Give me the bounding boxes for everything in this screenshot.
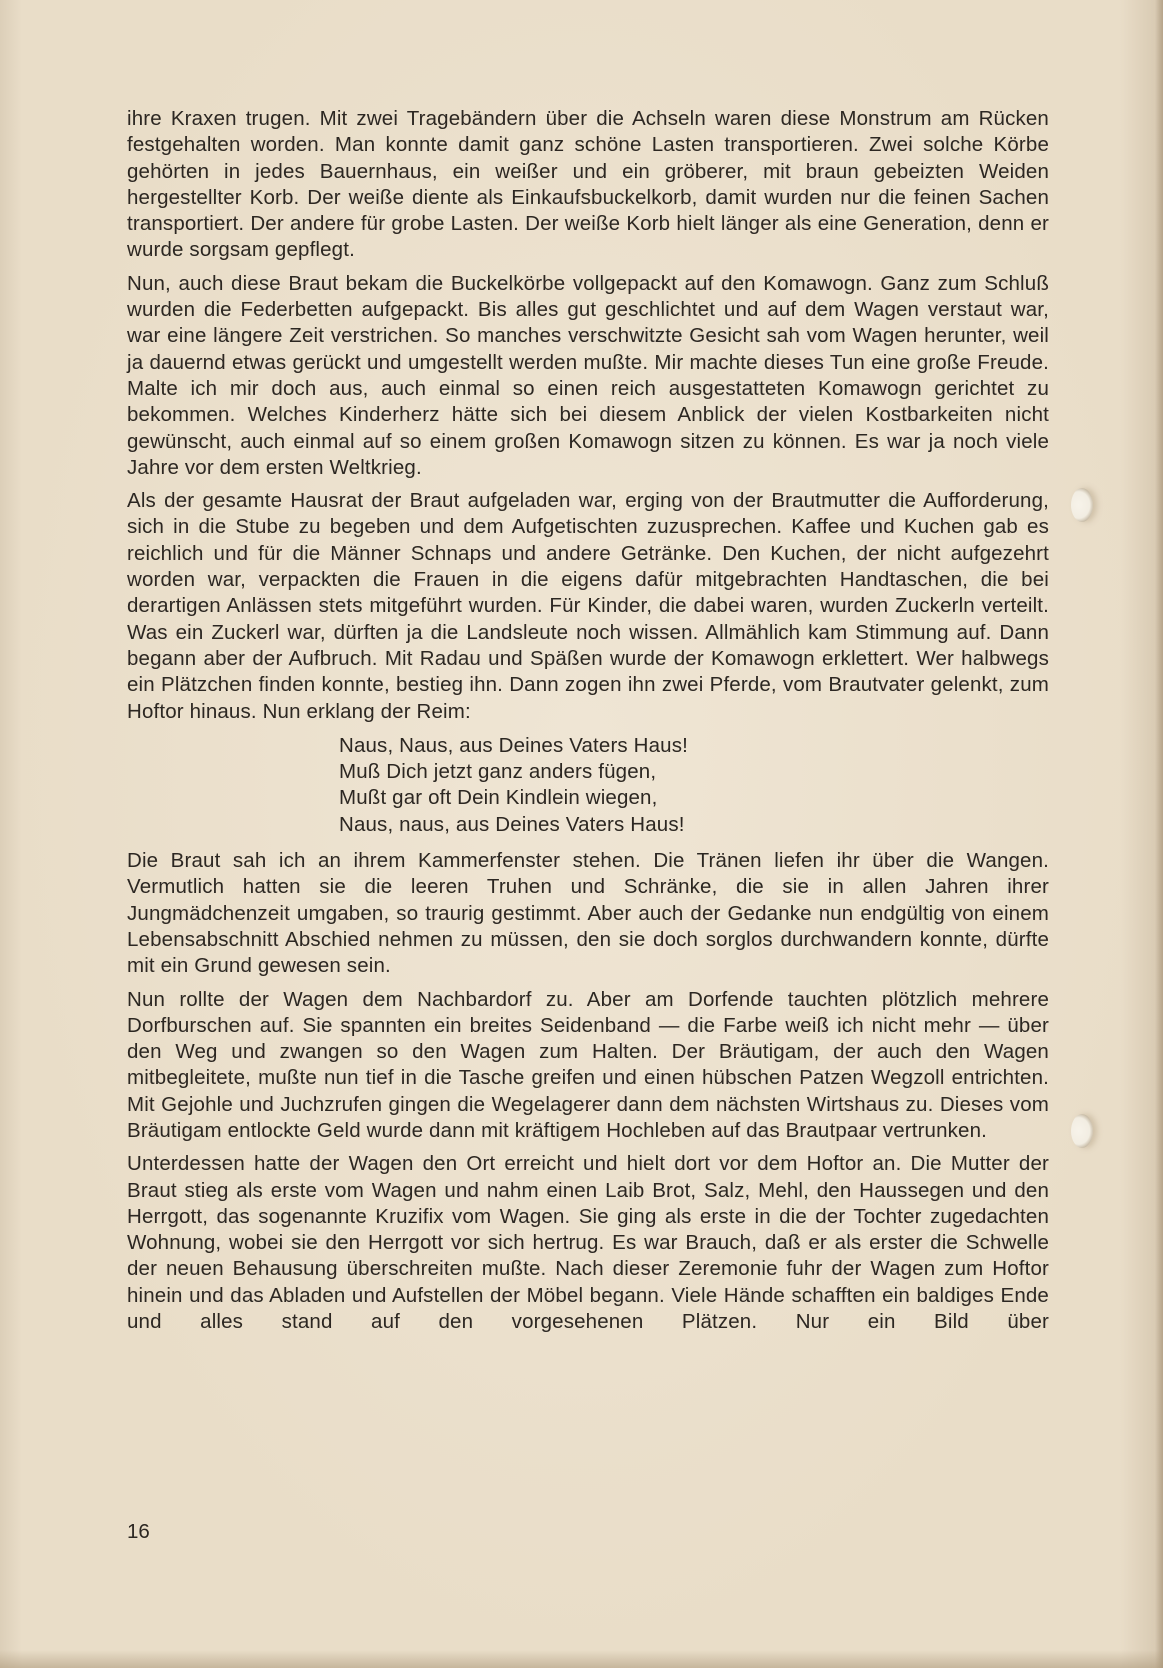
poem-verse [339, 733, 1049, 838]
paragraph: Nun, auch diese Braut bekam die Buckelkörbe vollgepackt auf den Komawogn. Ganz zum Schluß wurden die Federbetten aufgepackt. Bis alles gut geschlichtet und auf dem Wagen verstaut war, war eine längere Zeit verstrichen. So manches verschwitzte Gesicht sah vom Wagen herunter, weil ja dauernd etwas gerückt und umgestellt werden mußte. Mir machte dieses Tun eine große Freude. Malte ich mir doch aus, auch einmal so einen reich ausgestatteten Komawogn gerichtet zu bekommen. Welches Kinderherz hätte sich bei diesem Anblick der vielen Kostbarkeiten nicht gewünscht, auch einmal auf so einem großen Komawogn sitzen zu können. Es war ja noch viele Jahre vor dem ersten Weltkrieg. [127, 271, 1049, 479]
paragraph: ihre Kraxen trugen. Mit zwei Tragebändern über die Achseln waren diese Monstrum am Rücken festgehalten worden. Man konnte damit ganz schöne Lasten transportieren. Zwei solche Körbe gehörten in jedes Bauernhaus, ein weißer und ein gröberer, mit braun gebeizten Weiden hergestellter Korb. Der weiße diente als Einkaufsbuckelkorb, damit wurden nur die feinen Sachen transportiert. Der andere für grobe Lasten. Der weiße Korb hielt länger als eine Generation, denn er wurde sorgsam gepflegt. [127, 107, 1049, 262]
page-edge-shadow [1155, 0, 1163, 1668]
paragraph: Die Braut sah ich an ihrem Kammerfenster stehen. Die Tränen liefen ihr über die Wangen. Vermutlich hatten sie die leeren Truhen und Schränke, die sie in allen Jahren ihrer Jungmädchenzeit umgaben, so traurig gestimmt. Aber auch der Gedanke nun endgültig von einem Lebensabschnitt Abschied nehmen zu müssen, den sie doch sorglos durchwandern konnte, dürfte mit ein Grund gewesen sein. [127, 849, 1049, 978]
page-number: 16 [127, 1520, 150, 1543]
poem-line: Naus, naus, aus Deines Vaters Haus! [339, 812, 685, 836]
punch-hole-icon [1071, 1114, 1093, 1148]
page-bottom-shadow [0, 1650, 1163, 1668]
poem-line: Mußt gar oft Dein Kindlein wiegen, [339, 786, 658, 810]
punch-hole-icon [1071, 488, 1093, 522]
poem-line: Naus, Naus, aus Deines Vaters Haus! [339, 733, 688, 757]
paragraph: Nun rollte der Wagen dem Nachbardorf zu. Aber am Dorfende tauchten plötzlich mehrere Dorfburschen auf. Sie spannten ein breites Seidenband — die Farbe weiß ich nicht mehr — über den Weg und zwangen so den Wagen zum Halten. Der Bräutigam, der auch den Wagen mitbegleitete, mußte nun tief in die Tasche greifen und einen hübschen Patzen Wegzoll entrichten. Mit Gejohle und Juchzrufen gingen die Wegelagerer dann dem nächsten Wirtshaus zu. Dieses vom Bräutigam entlockte Geld wurde dann mit kräftigem Hochleben auf das Brautpaar vertrunken. [127, 987, 1049, 1142]
body-text [127, 106, 1049, 1342]
paragraph: Unterdessen hatte der Wagen den Ort erreicht und hielt dort vor dem Hoftor an. Die Mutter der Braut stieg als erste vom Wagen und nahm einen Laib Brot, Salz, Mehl, den Haussegen und den Herrgott, das sogenannte Kruzifix vom Wagen. Sie ging als erste in die der Tochter zugedachten Wohnung, wobei sie den Herrgott vor sich hertrug. Es war Brauch, daß er als erster die Schwelle der neuen Behausung überschreiten mußte. Nach dieser Zeremonie fuhr der Wagen zum Hoftor hinein und das Abladen und Aufstellen der Möbel begann. Viele Hände schafften ein baldiges Ende und alles stand auf den vorgesehenen Plätzen. Nur ein Bild über [127, 1152, 1049, 1334]
paragraph: Als der gesamte Hausrat der Braut aufgeladen war, erging von der Brautmutter die Aufforderung, sich in die Stube zu begeben und dem Aufgetischten zuzusprechen. Kaffee und Kuchen gab es reichlich und für die Männer Schnaps und andere Getränke. Den Kuchen, der nicht aufgezehrt worden war, verpackten die Frauen in die eigens dafür mitgebrachten Handtaschen, die bei derartigen Anlässen stets mitgeführt wurden. Für Kinder, die dabei waren, wurden Zuckerln verteilt. Was ein Zuckerl war, dürften ja die Landsleute noch wissen. Allmählich kam Stimmung auf. Dann begann aber der Aufbruch. Mit Radau und Späßen wurde der Komawogn erklettert. Wer halbwegs ein Plätzchen finden konnte, bestieg ihn. Dann zogen ihn zwei Pferde, vom Brautvater gelenkt, zum Hoftor hinaus. Nun erklang der Reim: [127, 489, 1049, 723]
poem-line: Muß Dich jetzt ganz anders fügen, [339, 760, 657, 784]
